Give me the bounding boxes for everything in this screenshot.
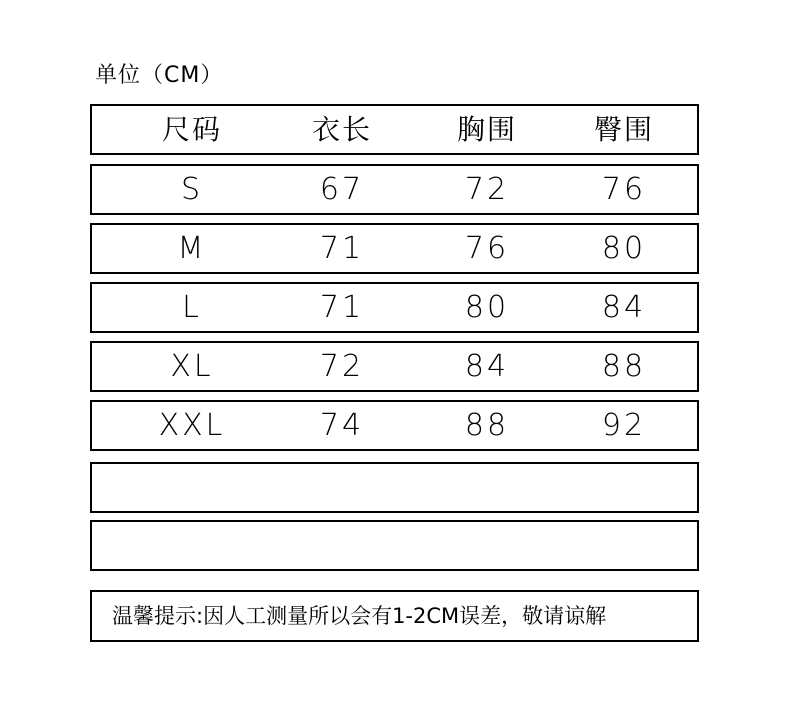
hip-cell: 80	[601, 231, 647, 266]
size-cell	[132, 522, 252, 569]
measurement-note-box	[90, 590, 699, 642]
size-cell	[132, 464, 252, 511]
size-cell: S	[180, 172, 204, 207]
length-cell: 71	[319, 231, 365, 266]
length-cell: 71	[319, 290, 365, 325]
length-cell: 72	[319, 349, 365, 384]
table-row-empty	[90, 520, 699, 571]
table-row	[90, 341, 699, 392]
table-row	[90, 400, 699, 451]
chest-cell	[427, 464, 547, 511]
header-length: 衣长	[311, 113, 372, 146]
hip-cell: 76	[601, 172, 647, 207]
hip-cell	[564, 522, 684, 569]
size-cell: XXL	[158, 408, 226, 443]
size-cell: M	[177, 231, 207, 266]
table-row-empty	[90, 462, 699, 513]
length-cell	[282, 464, 402, 511]
size-table-header	[90, 104, 699, 155]
chest-cell	[427, 522, 547, 569]
chest-cell: 80	[464, 290, 510, 325]
hip-cell	[564, 464, 684, 511]
size-cell: L	[182, 290, 202, 325]
hip-cell: 92	[601, 408, 647, 443]
chest-cell: 84	[464, 349, 510, 384]
chest-cell: 76	[464, 231, 510, 266]
chest-cell: 72	[464, 172, 510, 207]
table-row	[90, 223, 699, 274]
header-hip: 臀围	[593, 113, 654, 146]
header-size: 尺码	[161, 113, 222, 146]
table-row	[90, 164, 699, 215]
length-cell	[282, 522, 402, 569]
header-chest: 胸围	[456, 113, 517, 146]
unit-label: 单位（CM）	[95, 63, 224, 88]
length-cell: 67	[319, 172, 365, 207]
measurement-note: 温馨提示:因人工测量所以会有1-2CM误差，敬请谅解	[112, 604, 607, 628]
size-cell: XL	[170, 349, 214, 384]
hip-cell: 88	[601, 349, 647, 384]
table-row	[90, 282, 699, 333]
hip-cell: 84	[601, 290, 647, 325]
length-cell: 74	[319, 408, 365, 443]
chest-cell: 88	[464, 408, 510, 443]
